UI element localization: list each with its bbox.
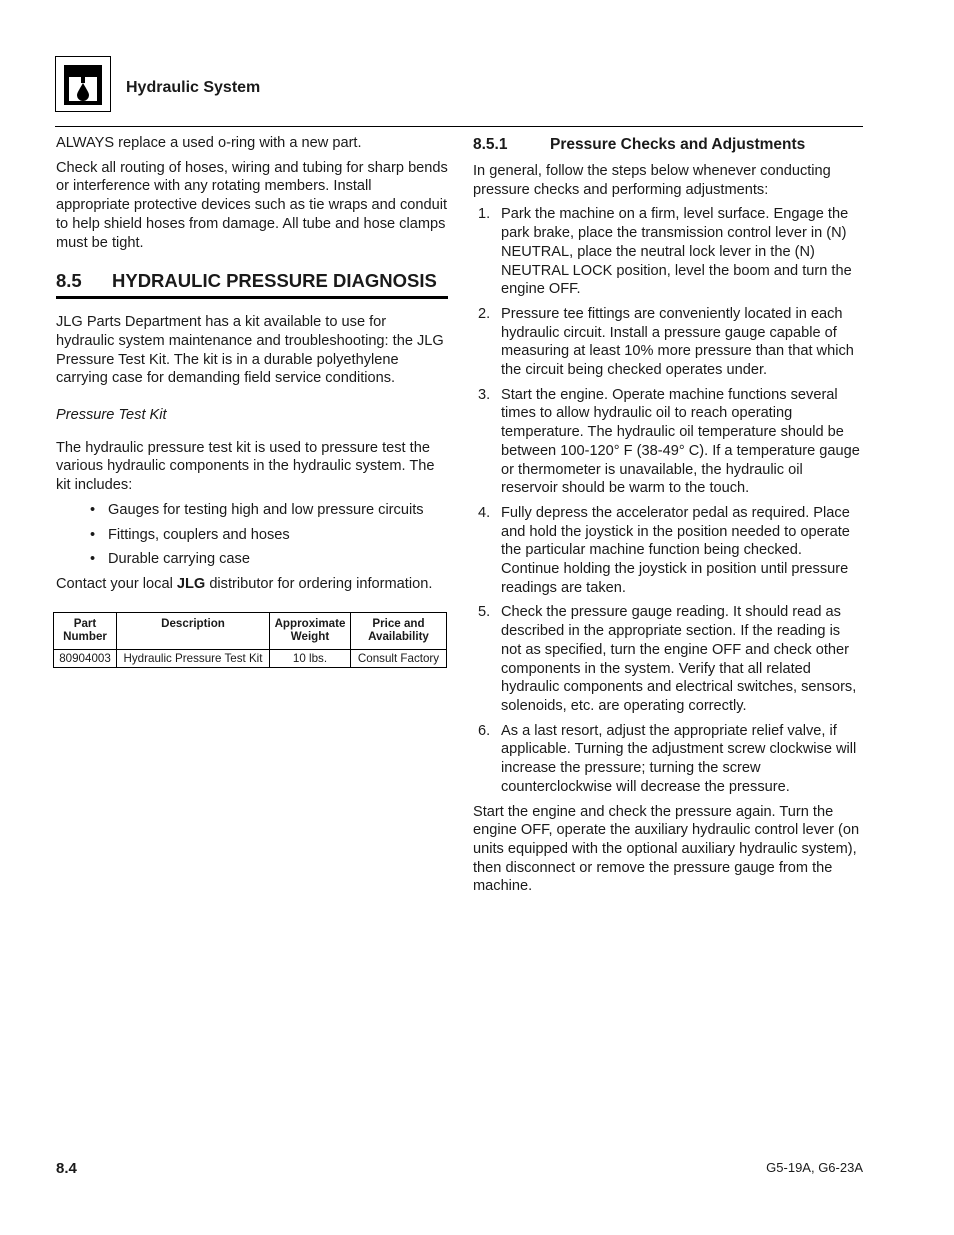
header-divider [55,126,863,127]
list-item [473,603,863,715]
table-header-row [54,612,447,649]
step-number: 5. [478,604,491,621]
paragraph-kit-description: The hydraulic pressure test kit is used to pressure test the various hydraulic components in the hydraulic system. The kit includes: [56,439,435,494]
section-header-title: Hydraulic System [126,79,261,96]
list-item [473,205,863,299]
paragraph-intro: In general, follow the steps below whenever conducting pressure checks and performing adjustments: [473,163,831,198]
step-text: Fully depress the accelerator pedal as required. Place and hold the joystick in the position needed to operate the particular machine function being checked. Continue holding the joystick in position until pressure readings are taken. [501,504,850,596]
model-number: G5-19A, G6-23A [766,1160,863,1175]
step-text: Pressure tee fittings are conveniently located in each hydraulic circuit. Install a pressure gauge capable of measuring at least 10% more pressure than that which the circuit being checked operates under. [501,305,854,379]
contact-brand: JLG [176,575,206,592]
section-number: 8.5 [56,270,82,292]
table-row [54,649,447,667]
table-cell: 80904003 [54,649,117,667]
table-cell: Hydraulic Pressure Test Kit [117,649,270,667]
step-text: As a last resort, adjust the appropriate relief valve, if applicable. Turning the adjustment screw clockwise will increase the pressure; turning the screw counterclockwise will decrease the pressure. [501,722,857,795]
column-header: Description [117,612,270,649]
step-text: Start the engine. Operate machine functions several times to allow hydraulic oil to reach operating temperature. The hydraulic oil temperature should be between 100-120° F (38-49° C). If a temperature gauge or thermometer is unavailable, the hydraulic oil reservoir should be warm to the touch. [501,386,860,497]
step-text: Park the machine on a firm, level surface. Engage the park brake, place the transmission control lever in (N) NEUTRAL, place the neutral lock lever in the (N) NEUTRAL LOCK position, level the boom and turn the engine OFF. [501,206,852,298]
bullet-dot: • [90,526,96,543]
list-item [473,722,863,797]
right-column [473,134,863,896]
subsection-number: 8.5.1 [473,136,508,153]
table-cell: 10 lbs. [270,649,351,667]
paragraph-kit-intro: JLG Parts Department has a kit available to use for hydraulic system maintenance and troubleshooting: the JLG Pressure Test Kit. The kit is in a durable polyethylene carrying case for demanding field service conditions. [56,314,444,387]
subsection-heading [473,136,863,154]
section-title: HYDRAULIC PRESSURE DIAGNOSIS [112,270,437,292]
section-heading [56,270,448,299]
list-item-text: Fittings, couplers and hoses [108,526,290,543]
column-header: Approximate Weight [270,612,351,649]
list-item-text: Gauges for testing high and low pressure circuits [108,501,424,518]
subhead-pressure-test-kit: Pressure Test Kit [56,407,167,424]
list-item [473,305,863,380]
paragraph-closing: Start the engine and check the pressure again. Turn the engine OFF, operate the auxiliary hydraulic control lever (on units equipped with the optional auxiliary hydraulic system), then disconnect or remove the pressure gauge from the machine. [473,803,860,895]
step-number: 2. [478,305,491,322]
list-item [90,526,448,545]
list-item [473,504,863,598]
kit-table [53,612,447,668]
step-number: 1. [478,206,491,223]
step-number: 4. [478,504,491,521]
left-column [56,134,448,668]
step-number: 6. [478,722,491,739]
bullet-dot: • [90,551,96,568]
step-number: 3. [478,386,491,403]
hydraulic-system-icon-graphic [60,61,106,107]
contact-text-post: distributor for ordering information. [205,575,433,592]
table-cell: Consult Factory [351,649,447,667]
column-header: Part Number [54,612,117,649]
subsection-title: Pressure Checks and Adjustments [550,136,806,153]
list-item-text: Durable carrying case [108,551,250,568]
paragraph-routing: Check all routing of hoses, wiring and tubing for sharp bends or interference with any rotating members. Install appropriate protective devices such as tie wraps and conduit to help shield hoses from damage. All tube and hose clamps must be tight. [56,159,448,251]
page-number: 8.4 [56,1160,77,1177]
list-item [90,550,448,569]
kit-contents-list [90,501,448,569]
bullet-dot: • [90,501,96,518]
list-item [90,501,448,520]
list-item [473,386,863,498]
contact-text-pre: Contact your local [56,575,177,592]
column-header: Price and Availability [351,612,447,649]
hydraulic-system-icon [55,56,111,112]
paragraph-contact [56,575,448,594]
paragraph-oring: ALWAYS replace a used o-ring with a new part. [56,135,362,151]
procedure-steps [473,205,863,796]
step-text: Check the pressure gauge reading. It should read as described in the appropriate section. If the reading is not as specified, turn the engine OFF and check other components in the system. Verify that all related hydraulic components and electrical switches, sensors, solenoids, etc. are operating correctly. [501,604,857,714]
